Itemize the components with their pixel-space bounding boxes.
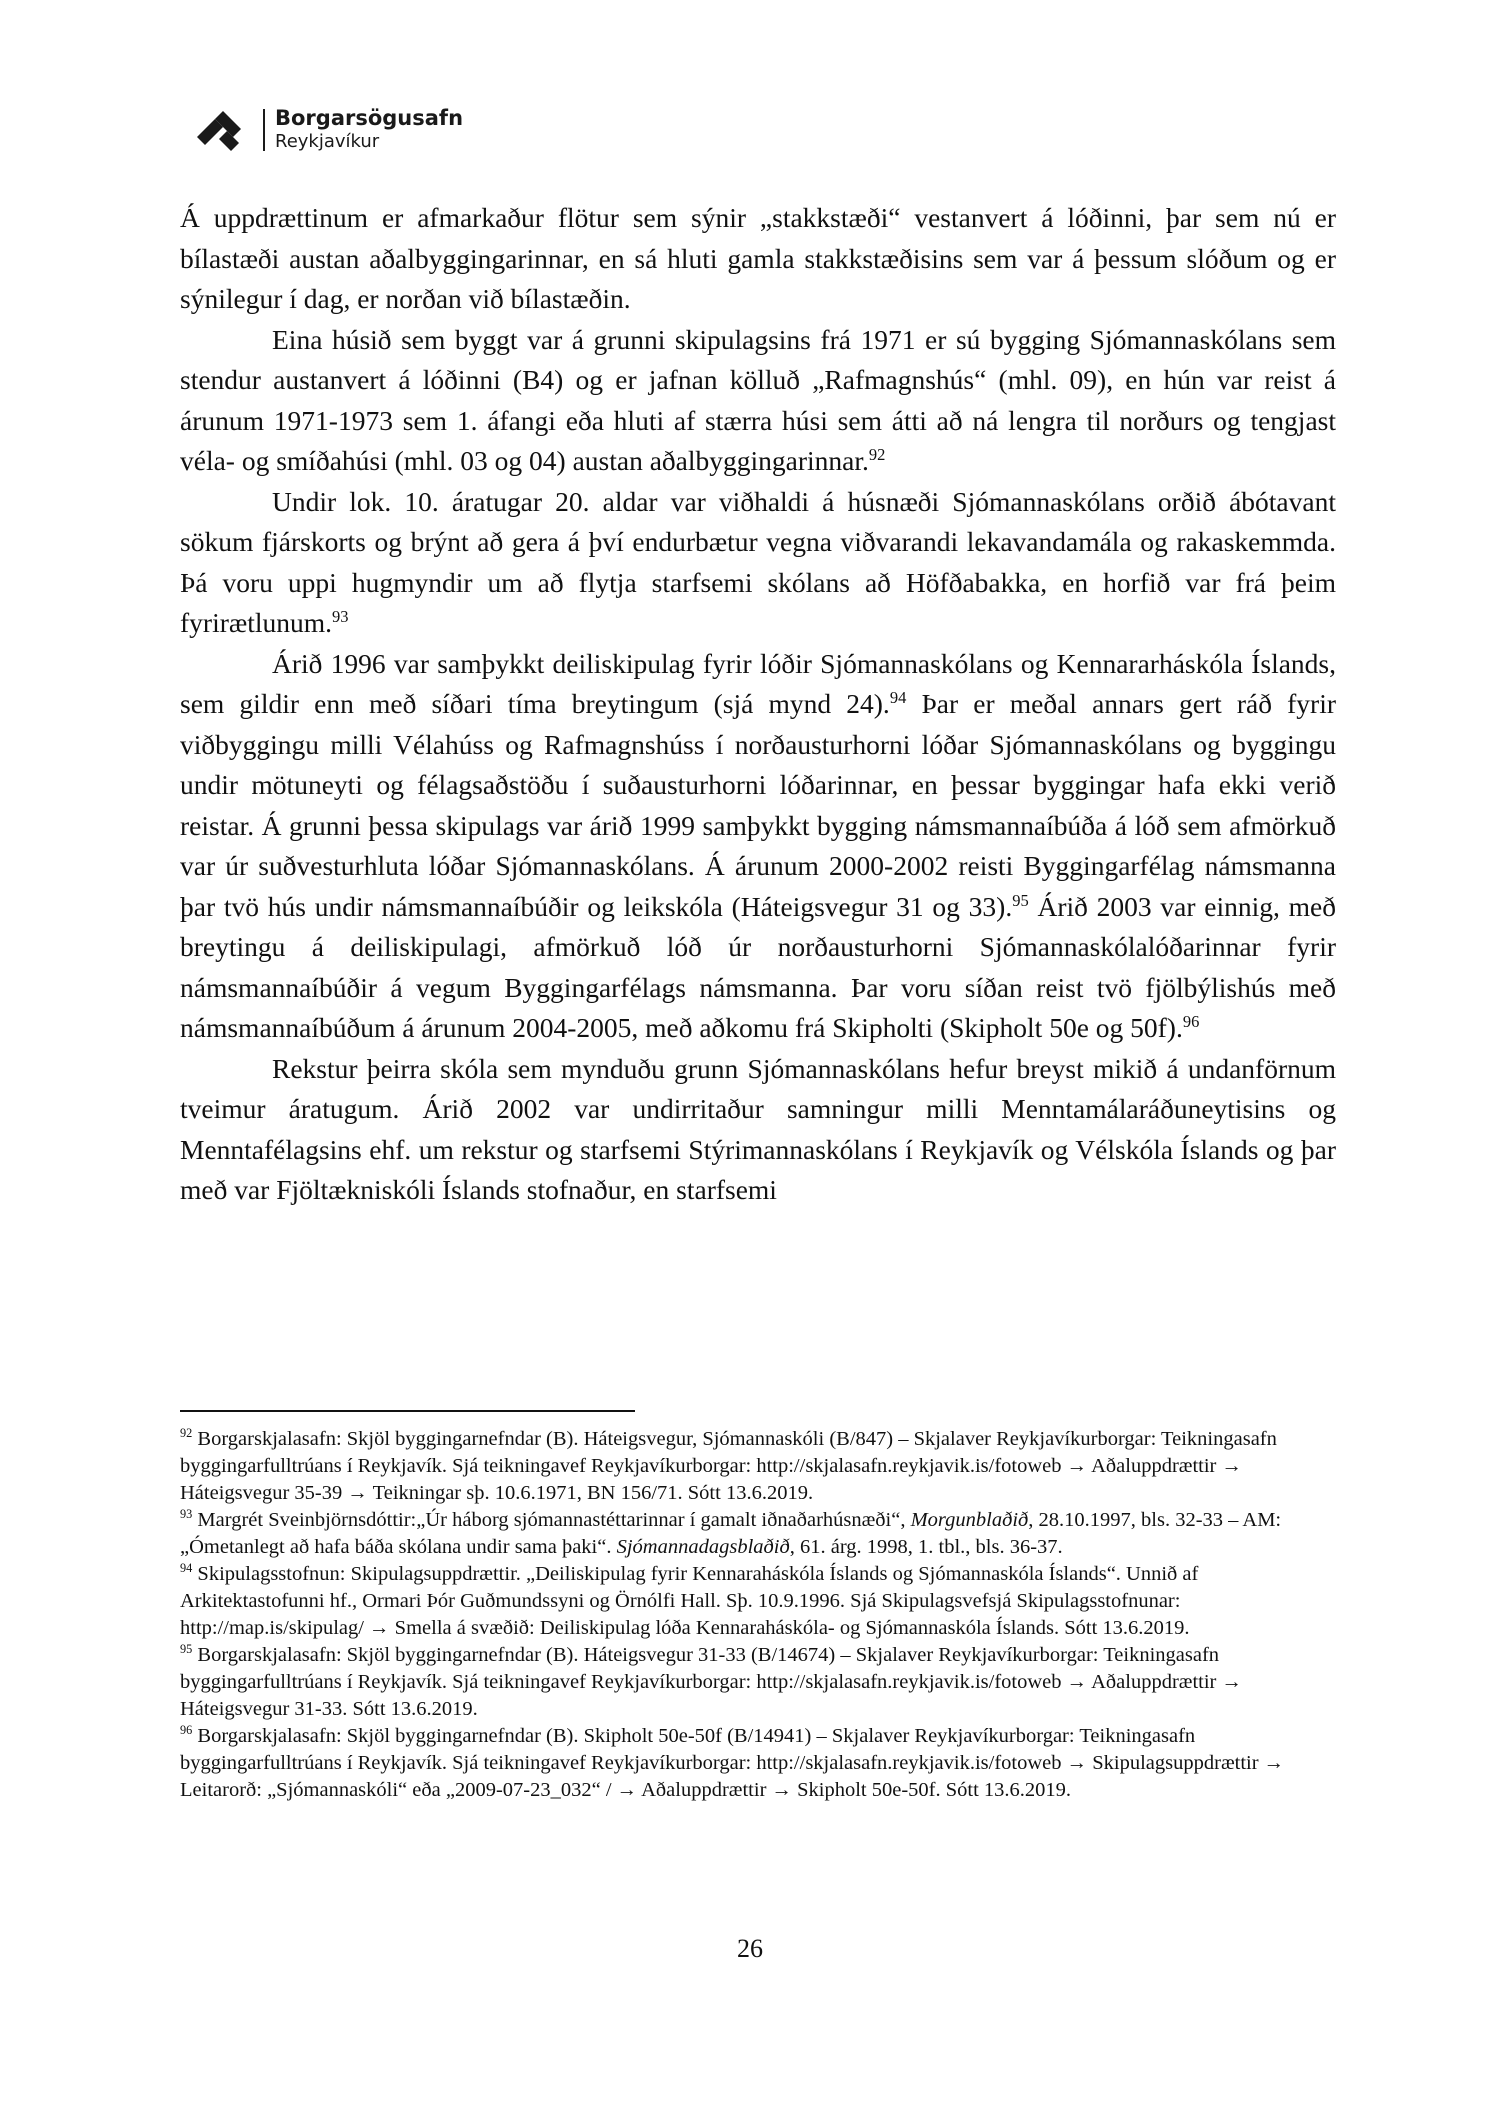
- text-run: Borgarskjalasafn: Skjöl byggingarnefndar (B). Háteigsvegur 31-33 (B/14674) – Skjalaver Reykjavíkurborgar: Teikningasafn byggingarfulltrúans í Reykjavík. Sjá teikningavef Reykjavíkurborgar: http://skjalasafn.reykjavik.is/fotoweb → Aðaluppdrættir → Háteigsvegur 31-33. Sótt 13.6.2019.: [180, 1644, 1243, 1720]
- footnote: [180, 1507, 1336, 1561]
- logo-title: Borgarsögusafn: [275, 106, 464, 130]
- text-run: Skipulagsstofnun: Skipulagsuppdrættir. „Deiliskipulag fyrir Kennaraháskóla Íslands og Sjómannaskóla Íslands“. Unnið af Arkitektastofunni hf., Ormari Þór Guðmundssyni og Örnólfi Hall. Sþ. 10.9.1996. Sjá Skipulagsvefsjá Skipulagsstofnunar: http://map.is/skipulag/ → Smella á svæðið: Deiliskipulag lóða Kennaraháskóla- og Sjómannaskóla Íslands. Sótt 13.6.2019.: [180, 1563, 1199, 1639]
- text-run: Borgarskjalasafn: Skjöl byggingarnefndar (B). Háteigsvegur, Sjómannaskóli (B/847) – Skjalaver Reykjavíkurborgar: Teikningasafn byggingarfulltrúans í Reykjavík. Sjá teikningavef Reykjavíkurborgar: http://skjalasafn.reykjavik.is/fotoweb → Aðaluppdrættir → Háteigsvegur 35-39 → Teikningar sþ. 10.6.1971, BN 156/71. Sótt 13.6.2019.: [180, 1428, 1277, 1504]
- text-run: Árið 1996 var samþykkt deiliskipulag fyrir lóðir Sjómannaskólans og Kennararháskóla Íslands, sem gildir enn með síðari tíma breytingum (sjá mynd 24).: [180, 647, 1336, 719]
- footnote-separator: [180, 1410, 635, 1412]
- footnote-reference: 94: [889, 687, 907, 707]
- body-paragraph: [180, 320, 1336, 482]
- text-run: Undir lok. 10. áratugar 20. aldar var viðhaldi á húsnæði Sjómannaskólans orðið ábótavant sökum fjárskorts og brýnt að gera á því endurbætur vegna viðvarandi lekavandamála og rakaskemmda. Þá voru uppi hugmyndir um að flytja starfsemi skólans að Höfðabakka, en horfið var frá þeim fyrirætlunum.: [180, 485, 1336, 638]
- footnote-number: 96: [180, 1723, 193, 1738]
- footnote-reference: 93: [332, 606, 349, 626]
- body-paragraph: [180, 482, 1336, 644]
- text-run: Á uppdrættinum er afmarkaður flötur sem sýnir „stakkstæði“ vestanvert á lóðinni, þar sem nú er bílastæði austan aðalbyggingarinnar, en sá hluti gamla stakkstæðisins sem var á þessum slóðum og er sýnilegur í dag, er norðan við bílastæðin.: [180, 202, 1336, 314]
- page-number: 26: [737, 1934, 763, 1963]
- footnote-number: 95: [180, 1642, 193, 1657]
- italic-text: Sjómannadagsblaðið: [616, 1536, 790, 1558]
- text-run: , 61. árg. 1998, 1. tbl., bls. 36-37.: [789, 1536, 1063, 1558]
- text-run: Árið 2003 var einnig, með breytingu á deiliskipulagi, afmörkuð lóð úr norðausturhorni Sjómannaskólalóðarinnar fyrir námsmannaíbúðir á vegum Byggingarfélags námsmanna. Þar voru síðan reist tvö fjölbýlishús með námsmannaíbúðum á árunum 2004-2005, með aðkomu frá Skipholti (Skipholt 50e og 50f).: [180, 890, 1336, 1043]
- footnotes: [180, 1426, 1336, 1804]
- italic-text: Morgunblaðið: [910, 1509, 1029, 1531]
- logo-divider: [263, 109, 265, 151]
- text-run: Rekstur þeirra skóla sem mynduðu grunn Sjómannaskólans hefur breyst mikið á undanförnum tveimur áratugum. Árið 2002 var undirritaður samningur milli Menntamálaráðuneytisins og Menntafélagsins ehf. um rekstur og starfsemi Stýrimannaskólans í Reykjavík og Vélskóla Íslands og þar með var Fjöltækniskóli Íslands stofnaður, en starfsemi: [180, 1052, 1336, 1205]
- footnote-reference: 92: [868, 444, 886, 464]
- footnote: [180, 1426, 1336, 1507]
- text-run: Eina húsið sem byggt var á grunni skipulagsins frá 1971 er sú bygging Sjómannaskólans sem stendur austanvert á lóðinni (B4) og er jafnan kölluð „Rafmagnshús“ (mhl. 09), en hún var reist á árunum 1971-1973 sem 1. áfangi eða hluti af stærra húsi sem átti að ná lengra til norðurs og tengjast véla- og smíðahúsi (mhl. 03 og 04) austan aðalbyggingarinnar.: [180, 323, 1336, 476]
- footnote-reference: 95: [1012, 890, 1029, 910]
- footnote-number: 92: [180, 1426, 193, 1441]
- text-run: Þar er meðal annars gert ráð fyrir viðbyggingu milli Vélahúss og Rafmagnshúss í norðausturhorni lóðar Sjómannaskólans og byggingu undir mötuneyti og félagsaðstöðu í suðausturhorni lóðarinnar, en þessar byggingar hafa ekki verið reistar. Á grunni þessa skipulags var árið 1999 samþykkt bygging námsmannaíbúða á lóð sem afmörkuð var úr suðvesturhluta lóðar Sjómannaskólans. Á árunum 2000-2002 reisti Byggingarfélag námsmanna þar tvö hús undir námsmannaíbúðir og leikskóla (Háteigsvegur 31 og 33).: [180, 688, 1336, 922]
- body-paragraph: [180, 644, 1336, 1049]
- footnote-reference: 96: [1182, 1011, 1200, 1031]
- body-paragraph: [180, 1049, 1336, 1211]
- body-text: [180, 198, 1336, 1211]
- body-paragraph: [180, 198, 1336, 320]
- logo-chevron-icon: [195, 111, 251, 151]
- text-run: , 28.10.1997, bls. 32-33 – AM: „Ómetanlegt að hafa báða skólana undir sama þaki“.: [180, 1509, 1282, 1558]
- footnote-number: 93: [180, 1507, 193, 1522]
- footnote: [180, 1561, 1336, 1642]
- text-run: Margrét Sveinbjörnsdóttir:„Úr háborg sjómannastéttarinnar í gamalt iðnaðarhúsnæði“,: [192, 1509, 911, 1531]
- logo-subtitle: Reykjavíkur: [275, 131, 380, 152]
- footnote-number: 94: [180, 1561, 193, 1576]
- footnote: [180, 1723, 1336, 1804]
- text-run: Borgarskjalasafn: Skjöl byggingarnefndar (B). Skipholt 50e-50f (B/14941) – Skjalaver Reykjavíkurborgar: Teikningasafn byggingarfulltrúans í Reykjavík. Sjá teikningavef Reykjavíkurborgar: http://skjalasafn.reykjavik.is/fotoweb → Skipulagsuppdrættir → Leitarorð: „Sjómannaskóli“ eða „2009-07-23_032“ / → Aðaluppdrættir → Skipholt 50e-50f. Sótt 13.6.2019.: [180, 1725, 1285, 1801]
- footnote: [180, 1642, 1336, 1723]
